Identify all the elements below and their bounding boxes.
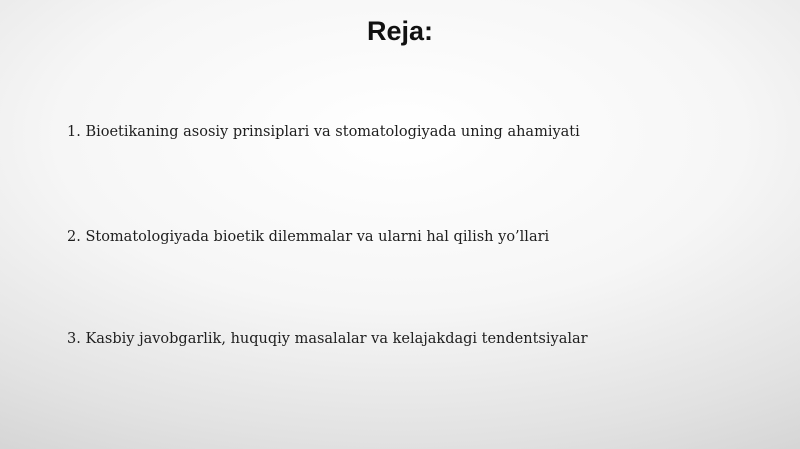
plan-item-2: 2. Stomatologiyada bioetik dilemmalar va ularni hal qilish yo’llari	[67, 229, 550, 245]
slide-title: Reja:	[366, 16, 434, 46]
plan-item-1: 1. Bioetikaning asosiy prinsiplari va stomatologiyada uning ahamiyati	[67, 124, 580, 140]
plan-item-3: 3. Kasbiy javobgarlik, huquqiy masalalar va kelajakdagi tendentsiyalar	[67, 331, 588, 347]
